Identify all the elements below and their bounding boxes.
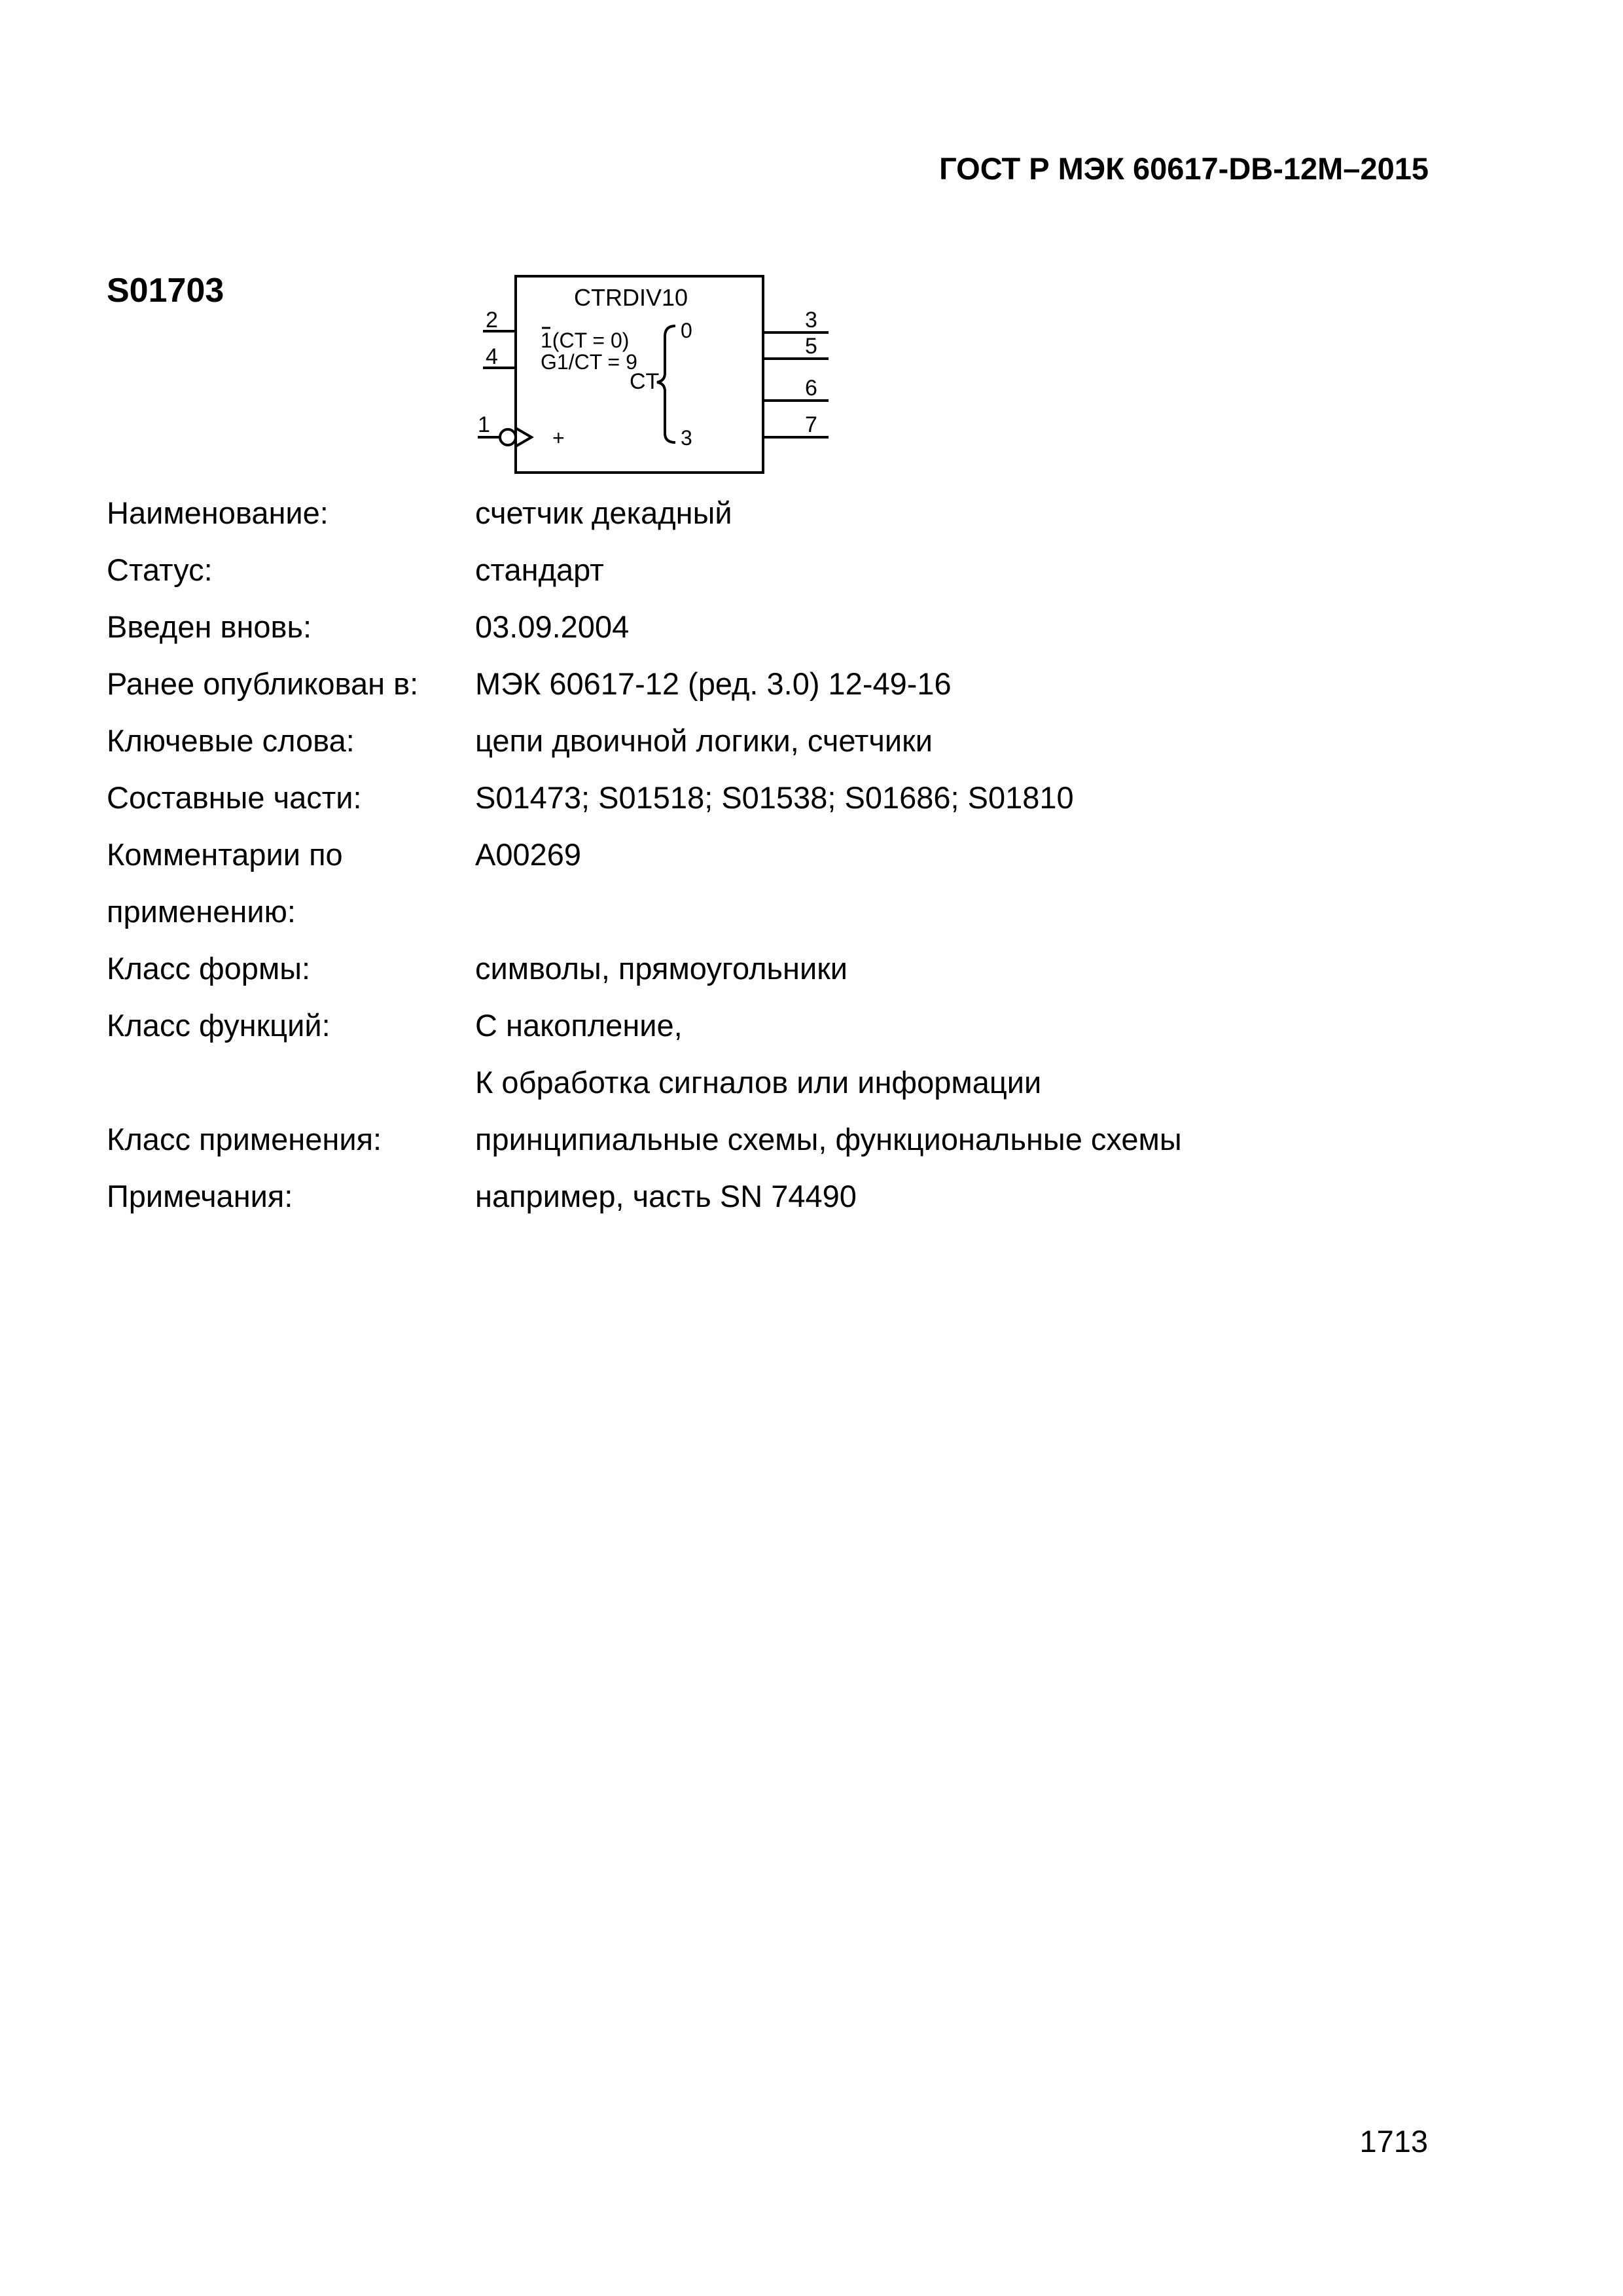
standard-title: ГОСТ Р МЭК 60617-DB-12M–2015 xyxy=(939,151,1429,186)
property-value-line: цепи двоичной логики, счетчики xyxy=(475,723,933,758)
property-row xyxy=(107,712,1481,769)
input-label-enable: G1/CT = 9 xyxy=(541,350,637,374)
property-value xyxy=(475,541,1481,598)
property-value xyxy=(475,598,1481,655)
property-label: Примечания: xyxy=(107,1179,293,1213)
range-bottom-label: 3 xyxy=(681,426,692,450)
property-row xyxy=(107,883,1481,940)
property-value xyxy=(475,769,1481,826)
property-row xyxy=(107,1168,1481,1225)
output-brace xyxy=(657,326,675,442)
property-row xyxy=(107,655,1481,712)
property-value xyxy=(475,940,1481,997)
property-value xyxy=(475,712,1481,769)
property-label: Введен вновь: xyxy=(107,609,312,644)
property-label: Статус: xyxy=(107,552,213,587)
qualifier-label: CTRDIV10 xyxy=(574,284,688,311)
property-label: Ключевые слова: xyxy=(107,723,355,758)
property-value xyxy=(475,655,1481,712)
property-value xyxy=(475,997,1481,1111)
pin-number: 3 xyxy=(805,308,817,332)
property-label: Ранее опубликован в: xyxy=(107,666,419,701)
property-value-line: символы, прямоугольники xyxy=(475,951,848,986)
property-row xyxy=(107,940,1481,997)
input-label-reset: 1(CT = 0) xyxy=(541,329,630,352)
property-value-line: S01473; S01518; S01538; S01686; S01810 xyxy=(475,780,1074,815)
property-value-line: С накопление, xyxy=(475,1008,683,1043)
property-row xyxy=(107,826,1481,883)
property-value xyxy=(475,1168,1481,1225)
pin-number: 1 xyxy=(478,412,490,437)
property-value-line: принципиальные схемы, функциональные схемы xyxy=(475,1122,1182,1157)
property-row xyxy=(107,997,1481,1111)
property-value-line: счетчик декадный xyxy=(475,495,732,530)
property-value-line: К обработка сигналов или информации xyxy=(475,1065,1042,1100)
property-label: Составные части: xyxy=(107,780,362,815)
property-label: применению: xyxy=(107,894,296,929)
dynamic-input-indicator xyxy=(516,428,531,446)
property-row xyxy=(107,598,1481,655)
property-label: Комментарии по xyxy=(107,837,343,872)
pin-number: 5 xyxy=(805,334,817,359)
property-label: Класс применения: xyxy=(107,1122,382,1157)
property-row xyxy=(107,484,1481,541)
property-value xyxy=(475,826,1481,883)
ct-label: CT xyxy=(630,369,660,394)
property-value xyxy=(475,883,1481,940)
range-top-label: 0 xyxy=(681,319,692,342)
property-label: Наименование: xyxy=(107,495,329,530)
property-value-line: МЭК 60617-12 (ред. 3.0) 12-49-16 xyxy=(475,666,952,701)
property-value xyxy=(475,484,1481,541)
property-label: Класс формы: xyxy=(107,951,311,986)
logic-symbol-figure xyxy=(458,262,851,484)
properties-table xyxy=(107,484,1481,1225)
negation-circle xyxy=(500,429,516,445)
property-row xyxy=(107,769,1481,826)
symbol-id: S01703 xyxy=(107,272,224,310)
property-value-line: например, часть SN 74490 xyxy=(475,1179,857,1213)
pin-number: 7 xyxy=(805,412,817,437)
property-row xyxy=(107,541,1481,598)
property-value-line: A00269 xyxy=(475,837,582,872)
property-value-line: стандарт xyxy=(475,552,604,587)
property-value-line: 03.09.2004 xyxy=(475,609,630,644)
pin-number: 6 xyxy=(805,376,817,401)
property-label: Класс функций: xyxy=(107,1008,330,1043)
pin-number: 4 xyxy=(486,344,498,369)
clock-sign: + xyxy=(552,426,565,450)
property-value xyxy=(475,1111,1481,1168)
page-number: 1713 xyxy=(1359,2124,1428,2159)
property-row xyxy=(107,1111,1481,1168)
pin-number: 2 xyxy=(486,308,498,332)
